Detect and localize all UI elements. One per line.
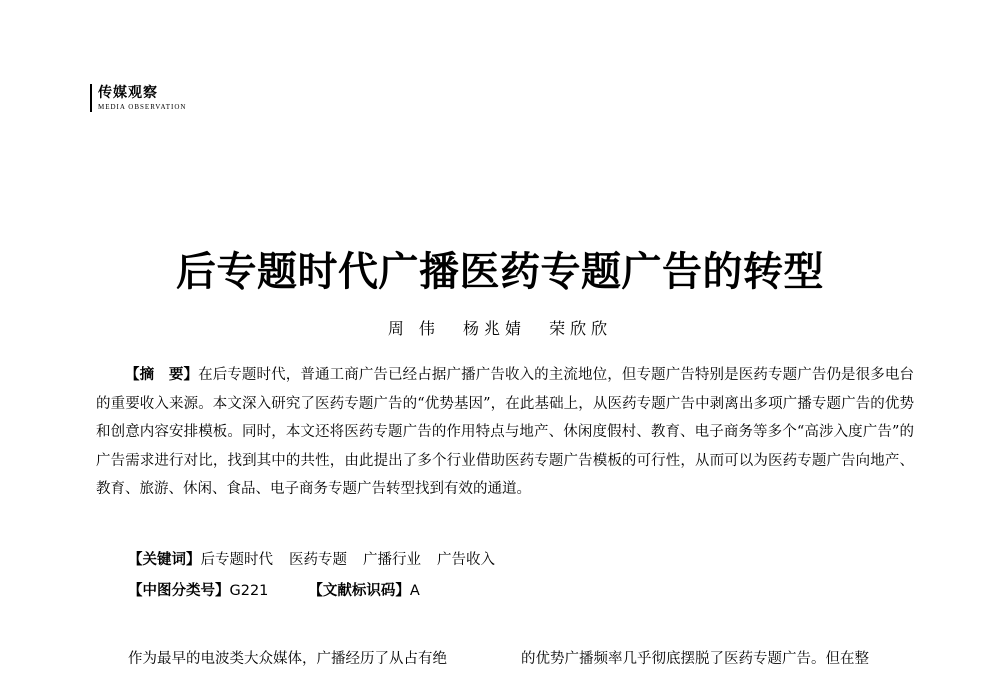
author-name: 周 伟: [387, 319, 440, 338]
classification-codes: [128, 577, 420, 605]
keyword: 医药专题: [289, 552, 347, 568]
abstract-label: 【摘 要】: [125, 367, 199, 383]
doc-code-value: A: [409, 583, 420, 599]
journal-section-header: [90, 84, 186, 112]
keywords-label: 【关键词】: [128, 552, 201, 568]
abstract: [96, 361, 914, 504]
section-title-en: MEDIA OBSERVATION: [98, 103, 187, 111]
section-title-zh: 传媒观察: [98, 85, 158, 101]
abstract-text: 在后专题时代，普通工商广告已经占据广播广告收入的主流地位，但专题广告特别是医药专题广告仍是很多电台的重要收入来源。本文深入研究了医药专题广告的“优势基因”，在此基础上，从医药专题广告中剥离出多项广播专题广告的优势和创意内容安排模板。同时，本文还将医药专题广告的作用特点与地产、休闲度假村、教育、电子商务等多个“高涉入度广告”的广告需求进行对比，找到其中的共性，由此提出了多个行业借助医药专题广告模板的可行性，从而可以为医药专题广告向地产、教育、旅游、休闲、食品、电子商务专题广告转型找到有效的通道。: [96, 367, 915, 497]
keywords: [128, 546, 511, 574]
doc-code-label: 【文献标识码】: [308, 583, 410, 599]
keyword: 后专题时代: [200, 552, 273, 568]
keyword: 广播行业: [363, 552, 421, 568]
clc-label: 【中图分类号】: [128, 583, 230, 599]
article-title: 后专题时代广播医药专题广告的转型: [176, 249, 824, 295]
body-right-column-line: 的优势广播频率几乎彻底摆脱了医药专题广告。但在整: [521, 651, 869, 667]
body-left-column-line: 作为最早的电波类大众媒体，广播经历了从占有绝: [128, 651, 447, 667]
author-name: 荣欣欣: [549, 319, 613, 338]
author-list: [0, 317, 1000, 341]
keyword: 广告收入: [437, 552, 495, 568]
clc-value: G221: [229, 583, 269, 599]
author-name: 杨兆婧: [463, 319, 527, 338]
